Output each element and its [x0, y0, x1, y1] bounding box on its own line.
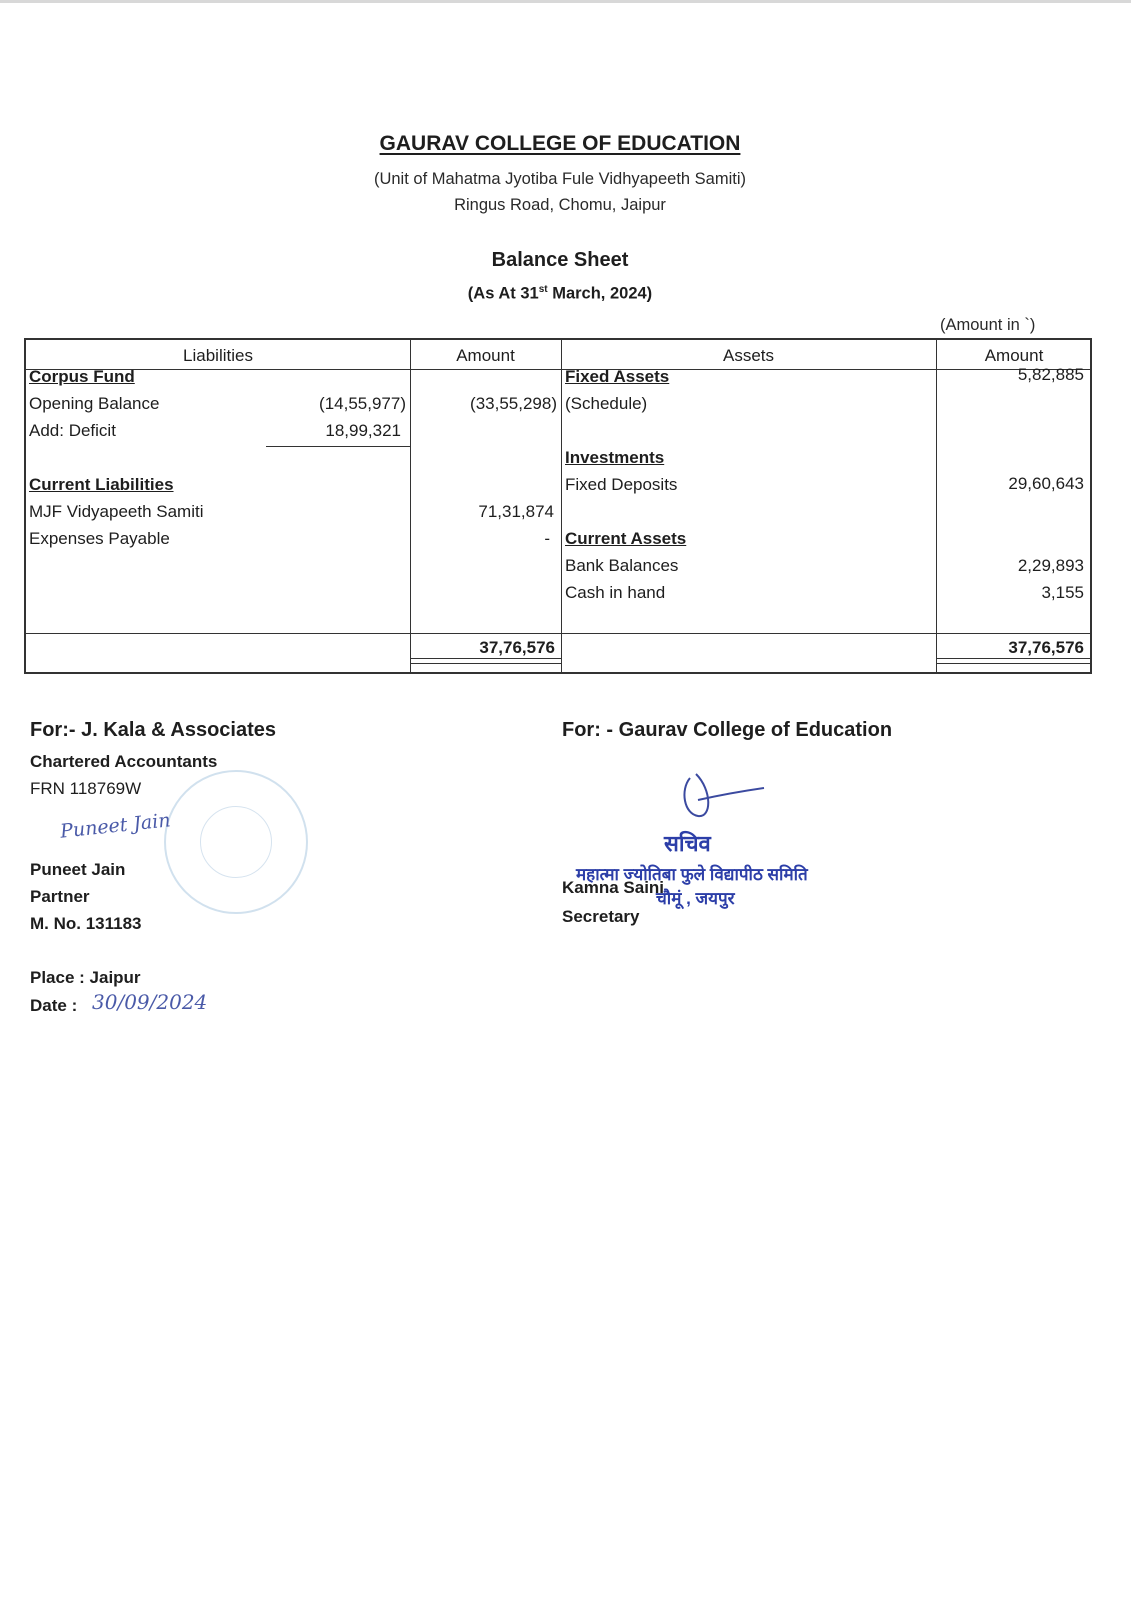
date-label: Date : — [30, 996, 78, 1015]
bank-balances-label: Bank Balances — [565, 556, 679, 575]
auditor-signature: Puneet Jain — [59, 809, 172, 843]
unit-line: (Unit of Mahatma Jyotiba Fule Vidhyapeeth Samiti) — [373, 170, 747, 188]
schedule-label: (Schedule) — [565, 394, 648, 413]
cash-in-hand-label: Cash in hand — [565, 583, 666, 602]
auditor-role: Partner — [30, 887, 90, 906]
balance-sheet-table — [24, 338, 1092, 674]
secretary-name: Kamna Saini — [562, 878, 665, 897]
cash-in-hand-value: 3,155 — [1041, 583, 1084, 602]
header-assets: Assets — [722, 346, 775, 365]
mjf-label: MJF Vidyapeeth Samiti — [29, 502, 204, 521]
stamp-org: महात्मा ज्योतिबा फुले विद्यापीठ समिति — [576, 865, 808, 884]
college-name: GAURAV COLLEGE OF EDUCATION — [379, 132, 741, 155]
expenses-payable-value: - — [544, 529, 550, 548]
stamp-place: चौमूं , जयपुर — [656, 889, 735, 908]
college-for-line: For: - Gaurav College of Education — [562, 719, 893, 741]
address-line: Ringus Road, Chomu, Jaipur — [454, 196, 666, 214]
statement-title: Balance Sheet — [491, 249, 629, 271]
page-top-edge — [0, 0, 1131, 3]
investments-heading: Investments — [565, 448, 665, 467]
total-liabilities: 37,76,576 — [479, 638, 555, 657]
current-assets-heading: Current Assets — [565, 529, 687, 548]
auditor-designation: Chartered Accountants — [30, 752, 218, 771]
secretary-signature-icon — [676, 770, 766, 830]
fixed-deposits-value: 29,60,643 — [1008, 474, 1084, 493]
fixed-deposits-label: Fixed Deposits — [565, 475, 678, 494]
opening-balance-label: Opening Balance — [29, 394, 160, 413]
auditor-name: Puneet Jain — [30, 860, 126, 879]
deficit-label: Add: Deficit — [29, 421, 116, 440]
corpus-total-value: (33,55,298) — [470, 394, 557, 413]
fixed-assets-value: 5,82,885 — [1017, 365, 1084, 384]
secretary-role: Secretary — [562, 907, 640, 926]
header-liabilities: Liabilities — [183, 346, 253, 365]
statement-date: (As At 31st March, 2024) — [467, 284, 653, 303]
current-liabilities-heading: Current Liabilities — [29, 475, 174, 494]
mjf-value: 71,31,874 — [478, 502, 554, 521]
opening-balance-value: (14,55,977) — [319, 394, 406, 413]
auditor-firm: For:- J. Kala & Associates — [30, 719, 277, 741]
auditor-membership: M. No. 131183 — [30, 914, 142, 933]
bank-balances-value: 2,29,893 — [1017, 556, 1084, 575]
place-line: Place : Jaipur — [30, 968, 141, 987]
expenses-payable-label: Expenses Payable — [29, 529, 170, 548]
date-value: 30/09/2024 — [92, 990, 208, 1014]
total-assets: 37,76,576 — [1008, 638, 1084, 657]
fixed-assets-heading: Fixed Assets — [565, 367, 670, 386]
stamp-title: सचिव — [664, 831, 711, 856]
corpus-fund-heading: Corpus Fund — [29, 367, 135, 386]
header-amount-right: Amount — [984, 346, 1044, 365]
deficit-value: 18,99,321 — [325, 421, 401, 440]
header-amount-left: Amount — [456, 346, 515, 365]
auditor-frn: FRN 118769W — [30, 779, 142, 798]
amount-unit-note: (Amount in `) — [940, 316, 1036, 334]
auditor-stamp-inner — [200, 806, 272, 878]
